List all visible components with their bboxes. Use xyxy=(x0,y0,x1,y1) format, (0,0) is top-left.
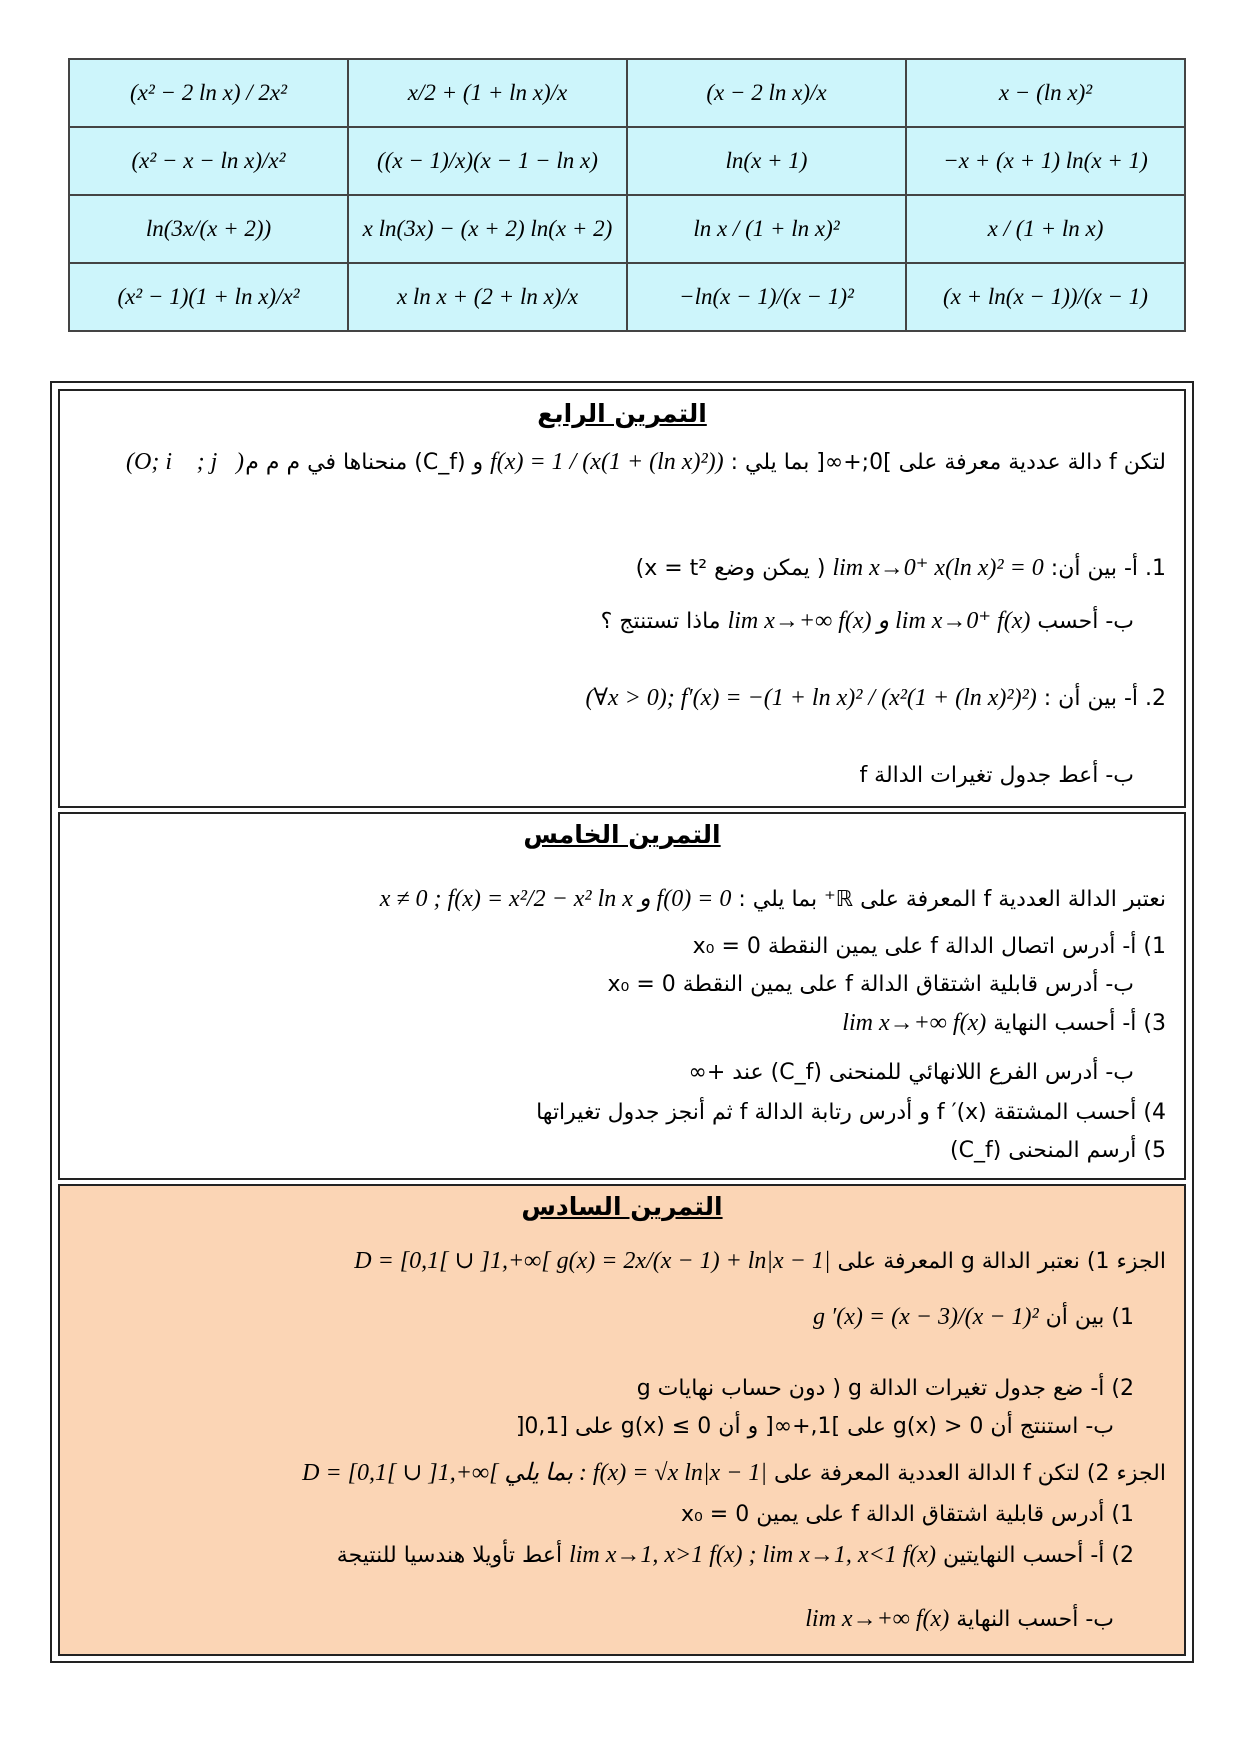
table-cell: (x² − 1)(1 + ln x)/x² xyxy=(69,263,348,331)
ex4-q2a-math: (∀x > 0); f′(x) = −(1 + ln x)² / (x²(1 + (ln x)²)²) xyxy=(585,685,1037,711)
ex6-p1q1-math: g ′(x) = (x − 3)/(x − 1)² xyxy=(813,1304,1039,1330)
ex6-p2q2b xyxy=(805,1606,1114,1633)
ex4-intro-text: لتكن f دالة عددية معرفة على ]0;+∞[ بما يلي : xyxy=(730,450,1166,475)
exercise-6-title: التمرين السادس xyxy=(521,1192,723,1221)
table-row xyxy=(69,263,1185,331)
ex6-part1-text: الجزء 1) نعتبر الدالة g المعرفة على xyxy=(837,1249,1166,1274)
exercise-4-title: التمرين الرابع xyxy=(537,399,707,428)
ex4-q1b-tail: ماذا تستنتج ؟ xyxy=(600,609,721,634)
table-row xyxy=(69,195,1185,263)
ex4-q1a xyxy=(636,553,1166,582)
table-cell: (x² − x − ln x)/x² xyxy=(69,127,348,195)
table-cell: ln(x + 1) xyxy=(627,127,906,195)
ex6-p1q2a: 2) أ- ضع جدول تغيرات الدالة g ( دون حساب نهايات g xyxy=(636,1376,1134,1401)
ex5-intro-math: x ≠ 0 ; f(x) = x²/2 − x² ln x و f(0) = 0 xyxy=(379,886,732,912)
table-cell: ln(3x/(x + 2)) xyxy=(69,195,348,263)
table-cell: x / (1 + ln x) xyxy=(906,195,1185,263)
ex6-part1 xyxy=(354,1246,1166,1275)
ex6-p2q2a xyxy=(337,1542,1134,1569)
table-cell: ((x − 1)/x)(x − 1 − ln x) xyxy=(348,127,627,195)
table-row xyxy=(69,59,1185,127)
exercise-5-box xyxy=(58,812,1186,1180)
table-cell: x − (ln x)² xyxy=(906,59,1185,127)
ex4-q2a xyxy=(585,683,1166,712)
functions-table xyxy=(68,58,1186,332)
table-cell: −x + (x + 1) ln(x + 1) xyxy=(906,127,1185,195)
ex5-intro-text: نعتبر الدالة العددية f المعرفة على ℝ⁺ بما يلي : xyxy=(738,887,1166,912)
ex6-part2-text: الجزء 2) لتكن f الدالة العددية المعرفة على xyxy=(773,1461,1166,1486)
table-row xyxy=(69,127,1185,195)
ex5-q3a-text: 3) أ- أحسب النهاية xyxy=(993,1011,1166,1036)
ex6-p2q2a-tail: أعط تأويلا هندسيا للنتيجة xyxy=(336,1543,563,1568)
exercise-6-box xyxy=(58,1184,1186,1656)
ex6-p2q2b-text: ب- أحسب النهاية xyxy=(956,1607,1114,1632)
ex5-intro xyxy=(380,884,1166,913)
ex4-q2b: ب- أعط جدول تغيرات الدالة f xyxy=(859,763,1134,788)
ex6-part2 xyxy=(302,1458,1166,1487)
ex6-p1q2b: ب- استنتج أن g(x) > 0 على ]1,+∞[ و أن g(x) ≤ 0 على [0,1[ xyxy=(515,1414,1114,1439)
exercise-5-title: التمرين الخامس xyxy=(523,820,721,849)
ex4-intro-math: f(x) = 1 / (x(1 + (ln x)²)) xyxy=(490,449,724,475)
ex5-q1a: 1) أ- أدرس اتصال الدالة f على يمين النقطة x₀ = 0 xyxy=(692,934,1166,959)
ex4-q1a-text: 1. أ- بين أن: xyxy=(1050,556,1166,581)
ex4-q1b-text: ب- أحسب xyxy=(1037,609,1134,634)
table-cell: x/2 + (1 + ln x)/x xyxy=(348,59,627,127)
ex4-q1b xyxy=(601,606,1134,635)
ex6-p2q2a-text: 2) أ- أحسب النهايتين xyxy=(943,1543,1134,1568)
ex4-frame: (O; i⃗ ; j⃗) xyxy=(126,449,244,475)
ex6-p1q1-text: 1) بين أن xyxy=(1045,1305,1134,1330)
ex4-q1a-hint: ( يمكن وضع x = t²) xyxy=(635,556,826,581)
ex4-q1b-math: lim x→+∞ f(x) و lim x→0⁺ f(x) xyxy=(727,608,1031,634)
ex5-q3a-math: lim x→+∞ f(x) xyxy=(842,1010,987,1036)
ex4-q2a-text: 2. أ- بين أن : xyxy=(1043,686,1166,711)
ex6-p2q2a-math: lim x→1, x>1 f(x) ; lim x→1, x<1 f(x) xyxy=(569,1542,936,1568)
ex4-q1a-math: lim x→0⁺ x(ln x)² = 0 xyxy=(832,555,1044,581)
ex5-q1b: ب- أدرس قابلية اشتقاق الدالة f على يمين النقطة x₀ = 0 xyxy=(607,972,1134,997)
ex6-part1-math: D = [0,1[ ∪ ]1,+∞[ g(x) = 2x/(x − 1) + ln|x − 1| xyxy=(354,1248,831,1274)
ex6-part2-math: D = [0,1[ ∪ ]1,+∞[ بما يلي : f(x) = √x ln|x − 1| xyxy=(302,1460,767,1486)
table-cell: x ln(3x) − (x + 2) ln(x + 2) xyxy=(348,195,627,263)
ex5-q5: 5) أرسم المنحنى (C_f) xyxy=(949,1138,1166,1163)
ex6-p1q1 xyxy=(813,1304,1134,1331)
table-cell: −ln(x − 1)/(x − 1)² xyxy=(627,263,906,331)
table-cell: ln x / (1 + ln x)² xyxy=(627,195,906,263)
ex6-p2q1: 1) أدرس قابلية اشتقاق الدالة f على يمين x₀ = 0 xyxy=(680,1502,1134,1527)
table-cell: x ln x + (2 + ln x)/x xyxy=(348,263,627,331)
ex4-intro-tail: و (C_f) منحناها في م م م xyxy=(245,450,484,475)
ex6-p2q2b-math: lim x→+∞ f(x) xyxy=(805,1606,950,1632)
table-cell: (x + ln(x − 1))/(x − 1) xyxy=(906,263,1185,331)
exercise-4-box xyxy=(58,389,1186,808)
ex5-q3b: ب- أدرس الفرع اللانهائي للمنحنى (C_f) عند +∞ xyxy=(688,1060,1134,1085)
ex5-q3a xyxy=(842,1010,1166,1037)
ex5-q4: 4) أحسب المشتقة f ′(x) و أدرس رتابة الدالة f ثم أنجز جدول تغيراتها xyxy=(536,1100,1166,1125)
table-cell: (x² − 2 ln x) / 2x² xyxy=(69,59,348,127)
ex4-intro xyxy=(245,449,1166,476)
table-cell: (x − 2 ln x)/x xyxy=(627,59,906,127)
